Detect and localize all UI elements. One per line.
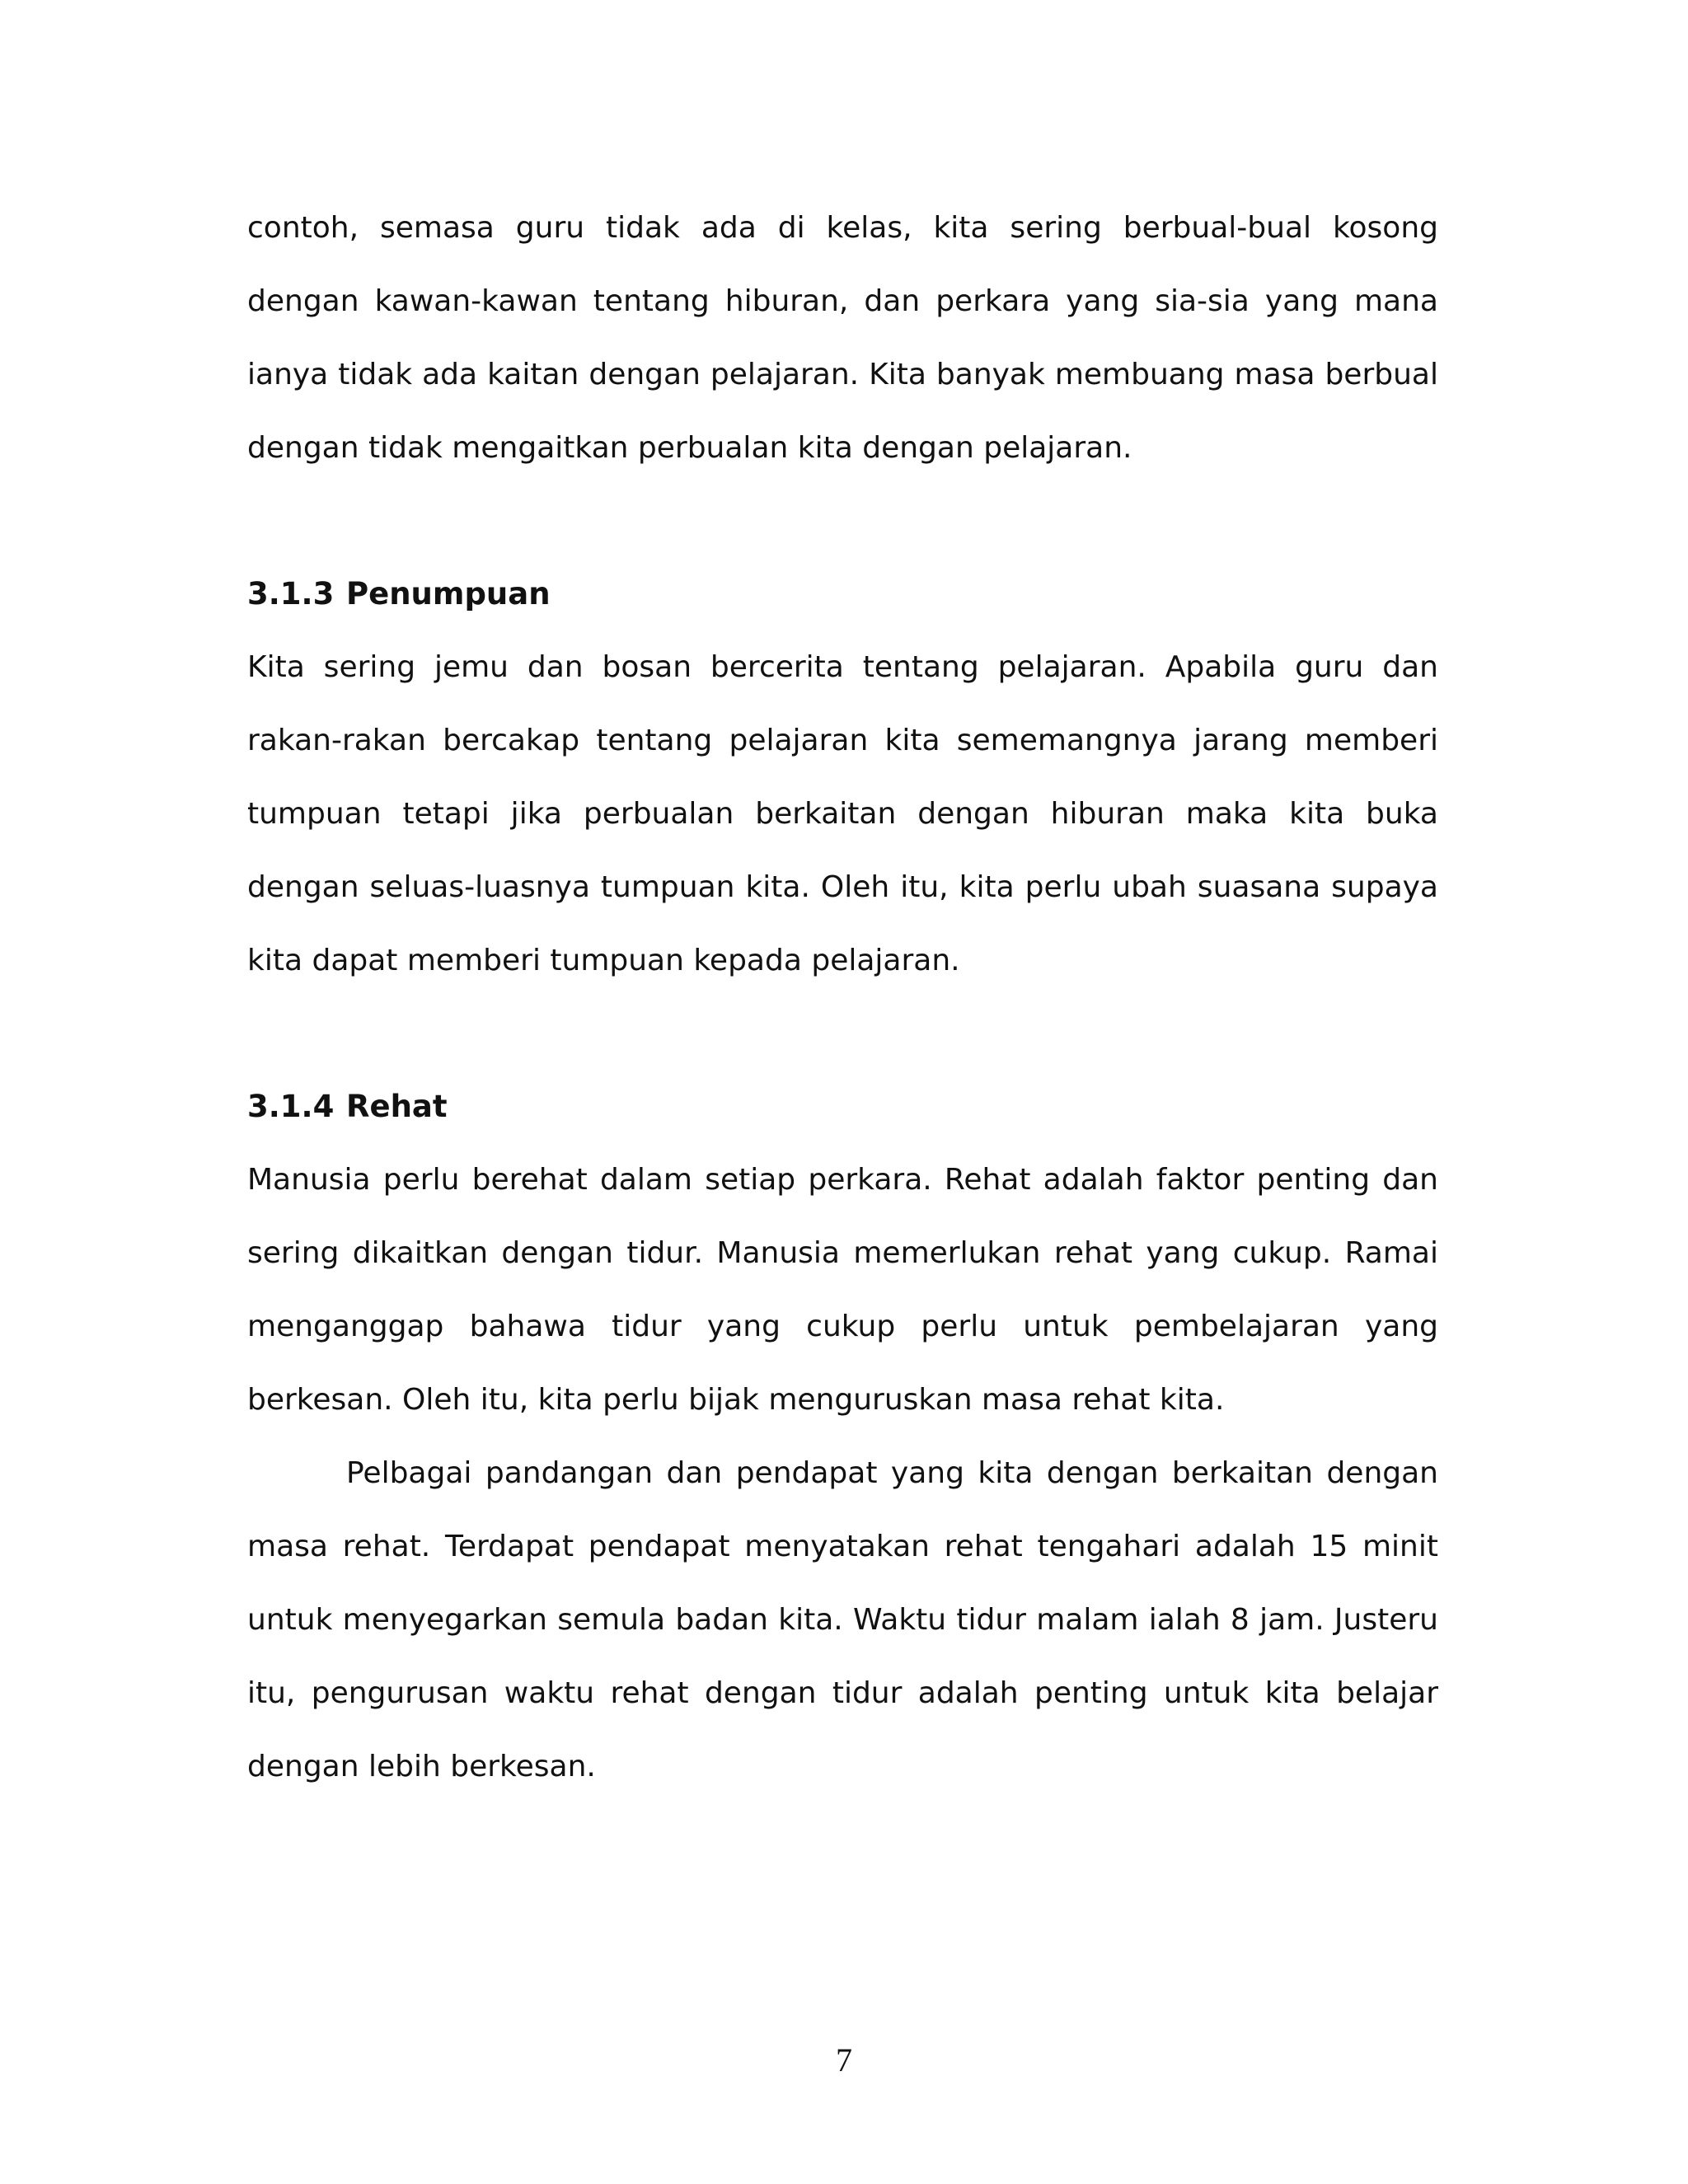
intro-paragraph: contoh, semasa guru tidak ada di kelas, kita sering berbual-bual kosong dengan kawan-kawan tentang hiburan, dan perkara yang sia-sia yang mana ianya tidak ada kaitan dengan pelajaran. Kita banyak membuang masa berbual dengan tidak mengaitkan perbualan kita dengan pelajaran. — [247, 211, 1438, 465]
section-heading-penumpuan — [247, 557, 1438, 630]
section-paragraph: Kita sering jemu dan bosan bercerita tentang pelajaran. Apabila guru dan rakan-rakan bercakap tentang pelajaran kita sememangnya jarang memberi tumpuan tetapi jika perbualan berkaitan dengan hiburan maka kita buka dengan seluas-luasnya tumpuan kita. Oleh itu, kita perlu ubah suasana supaya kita dapat memberi tumpuan kepada pelajaran. — [247, 650, 1438, 977]
section-paragraph: Manusia perlu berehat dalam setiap perkara. Rehat adalah faktor penting dan sering dikaitkan dengan tidur. Manusia memerlukan rehat yang cukup. Ramai menganggap bahawa tidur yang cukup perlu untuk pembelajaran yang berkesan. Oleh itu, kita perlu bijak menguruskan masa rehat kita. — [247, 1163, 1438, 1417]
page-body — [247, 191, 1438, 1803]
section-heading-rehat — [247, 1070, 1438, 1143]
section-spacer — [247, 997, 1438, 1070]
section-title: Penumpuan — [346, 576, 551, 612]
section-number: 3.1.4 — [247, 1089, 335, 1124]
page-number: 7 — [836, 2041, 852, 2079]
section-title: Rehat — [346, 1089, 448, 1124]
section-number: 3.1.3 — [247, 576, 335, 612]
section-paragraph: Pelbagai pandangan dan pendapat yang kita dengan berkaitan dengan masa rehat. Terdapat pendapat menyatakan rehat tengahari adalah 15 minit untuk menyegarkan semula badan kita. Waktu tidur malam ialah 8 jam. Justeru itu, pengurusan waktu rehat dengan tidur adalah penting untuk kita belajar dengan lebih berkesan. — [247, 1456, 1438, 1783]
section-spacer — [247, 485, 1438, 557]
